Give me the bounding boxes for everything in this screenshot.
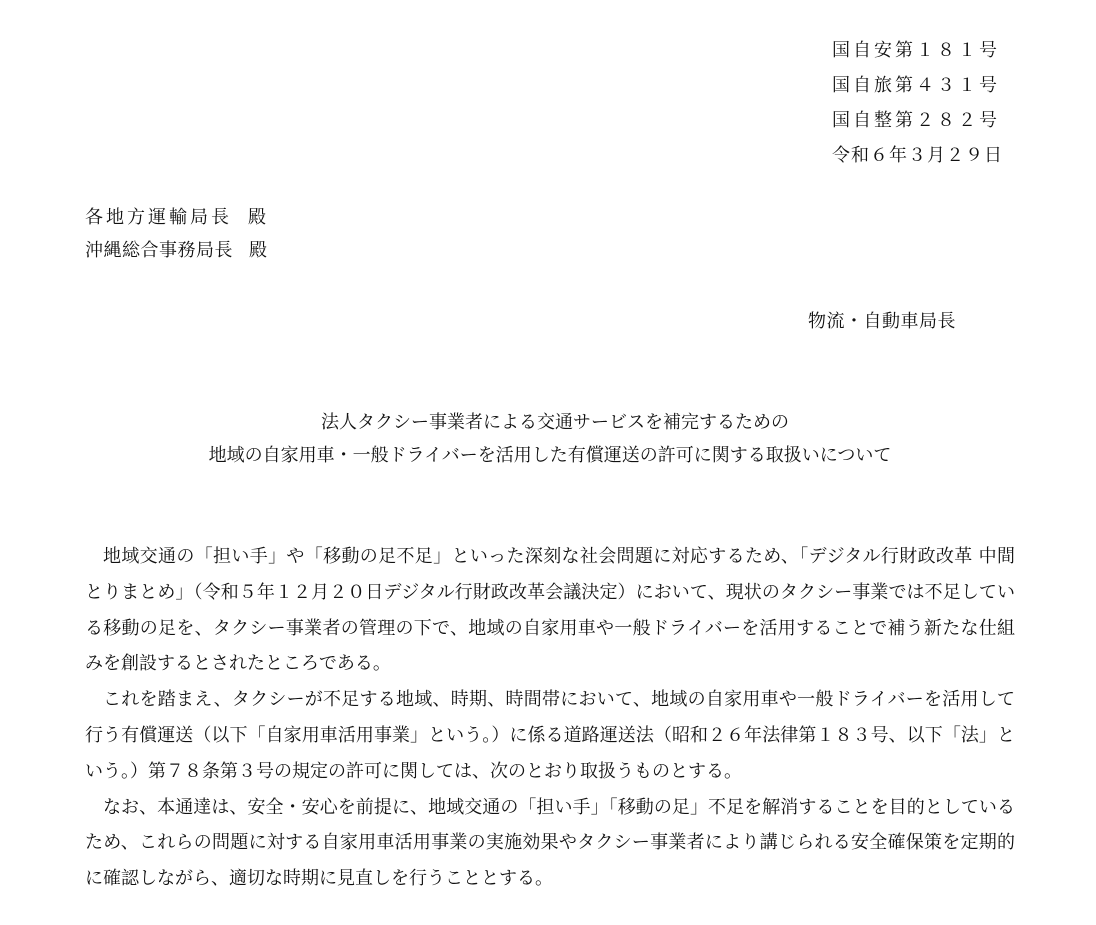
document-date: 令和６年３月２９日: [832, 145, 1003, 166]
paragraph-permission-handling: これを踏まえ、タクシーが不足する地域、時期、時間帯において、地域の自家用車や一般ドライバーを活用して行う有償運送（以下「自家用車活用事業」という。）に係る道路運送法（昭和２６年法律第１８３号、以下「法」という。）第７８条第３号の規定の許可に関しては、次のとおり取扱うものとする。: [85, 689, 1015, 782]
subject-line-1: 法人タクシー事業者による交通サービスを補完するための: [321, 412, 789, 433]
subject-title: [0, 406, 1096, 472]
document-number-maintenance: 国自整第２８２号: [832, 110, 1000, 131]
paragraph-background: 地域交通の「担い手」や「移動の足不足」といった深刻な社会問題に対応するため、「デジタル行財政改革 中間とりまとめ」（令和５年１２月２０日デジタル行財政改革会議決定）において、現状のタクシー事業では不足している移動の足を、タクシー事業者の管理の下で、地域の自家用車や一般ドライバーを活用することで補う新たな仕組みを創設するとされたところである。: [85, 546, 1015, 675]
document-number-safety: 国自安第１８１号: [832, 40, 1000, 61]
paragraph-review-note: なお、本通達は、安全・安心を前提に、地域交通の「担い手」「移動の足」不足を解消することを目的としているため、これらの問題に対する自家用車活用事業の実施効果やタクシー事業者により講じられる安全確保策を定期的に確認しながら、適切な時期に見直しを行うこととする。: [85, 796, 1015, 890]
addressee-honorific: 殿: [248, 207, 266, 228]
document-number-passenger: 国自旅第４３１号: [832, 75, 1000, 96]
body-text: [85, 539, 1015, 897]
addressee-okinawa-office: [85, 234, 267, 267]
addressee-title: 沖縄総合事務局長: [85, 240, 233, 261]
addressee-honorific: 殿: [249, 240, 267, 261]
addressee-block: [85, 201, 267, 267]
sender: 物流・自動車局長: [808, 311, 956, 332]
addressee-regional-transport: [85, 201, 267, 234]
document-number-block: [832, 33, 1072, 173]
subject-line-2: 地域の自家用車・一般ドライバーを活用した有償運送の許可に関する取扱いについて: [208, 445, 892, 466]
addressee-title: 各地方運輸局長: [85, 207, 232, 228]
